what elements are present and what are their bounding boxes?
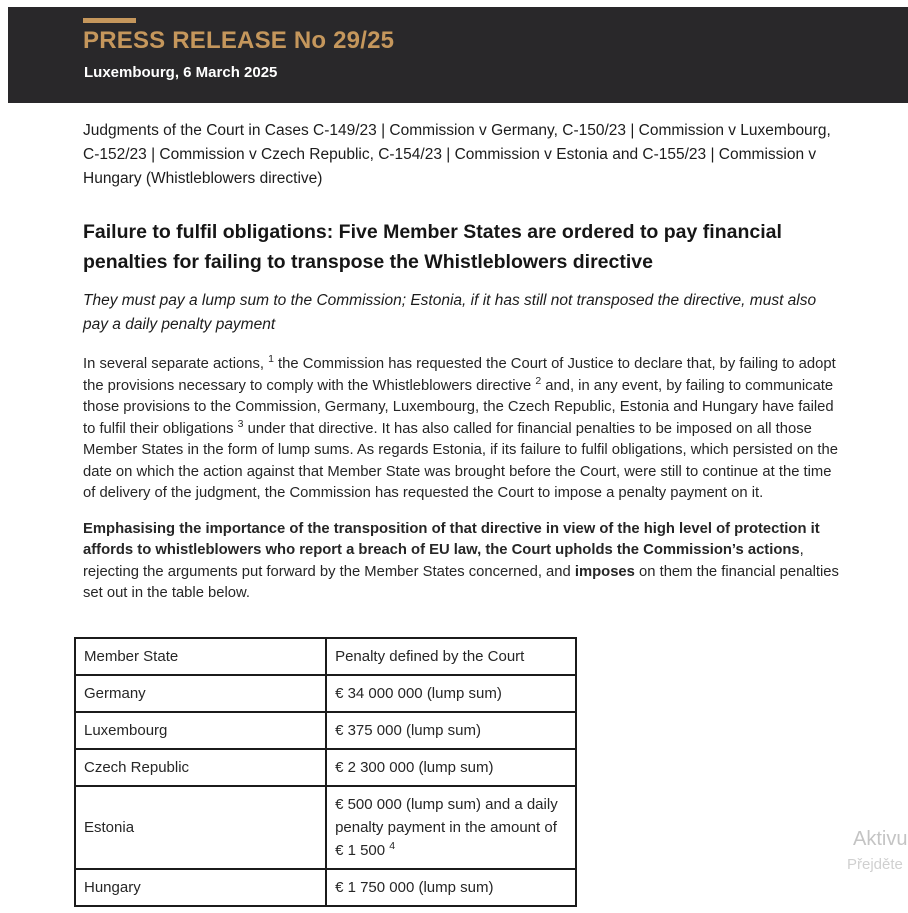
text-segment: € 34 000 000 (lump sum) [335,684,502,702]
windows-activation-watermark-line2: Přejděte [847,856,903,873]
text-segment: , rejecting the arguments put forward by the Member States concerned, and [83,542,804,580]
member-state-cell: Estonia [75,786,326,869]
footnote-reference: 2 [535,374,542,387]
text-segment: under that directive. It has also called for financial penalties to be imposed on all those Member States in the form of lump sums. As regards Estonia, if its failure to fulfil obligations, which persisted on the date on which the action against that Member State was brought before the Court, were still to continue at the time of delivery of the judgment, the Commission has requested the Court to impose a penalty payment on it. [83,420,838,501]
text-segment: € 2 300 000 (lump sum) [335,758,494,776]
text-segment: € 1 750 000 (lump sum) [335,878,494,896]
penalty-cell [326,786,576,869]
text-segment: the Commission has requested the Court of Justice to declare that, by failing to adopt the provisions necessary to comply with the Whistleblowers directive [83,356,836,394]
footnote-reference: 4 [389,839,396,852]
table-row [75,749,576,786]
penalties-table-body [75,675,576,906]
headline: Failure to fulfil obligations: Five Member States are ordered to pay financial penalties for failing to transpose the Whistleblowers directive [83,221,782,273]
case-reference-line: Judgments of the Court in Cases C-149/23 | Commission v Germany, C-150/23 | Commission v Luxembourg, C-152/23 | Commission v Czech Republic, C-154/23 | Commission v Estonia and C-155/23 | Commission v Hungary (Whistleblowers directive) [83,122,831,187]
table-row [75,712,576,749]
text-segment: In several separate actions, [83,356,269,372]
text-segment: € 500 000 (lump sum) and a daily penalty payment in the amount of € 1 500 [335,795,558,859]
text-segment: Emphasising the importance of the transposition of that directive in view of the high level of protection it affords to whistleblowers who report a breach of EU law, the Court upholds the Commission’s actions [83,520,820,558]
press-release-location-date: Luxembourg, 6 March 2025 [84,64,278,81]
member-state-cell: Luxembourg [75,712,326,749]
member-state-cell: Czech Republic [75,749,326,786]
text-segment: € 375 000 (lump sum) [335,721,481,739]
footnote-reference: 1 [268,353,274,366]
penalty-header: Penalty defined by the Court [326,638,576,675]
penalty-cell [326,712,576,749]
member-state-cell: Germany [75,675,326,712]
table-row [75,786,576,869]
paragraph-actions [83,354,845,505]
table-header-row [75,638,576,675]
press-release-header-bar [8,7,908,103]
footnote-reference: 3 [237,417,244,430]
member-state-cell: Hungary [75,869,326,906]
penalty-cell [326,869,576,906]
windows-activation-watermark-line1: Aktivu [853,828,908,850]
table-row [75,675,576,712]
document-body [83,103,845,907]
table-row [75,869,576,906]
accent-line [83,18,136,23]
member-state-header: Member State [75,638,326,675]
penalties-table [74,637,577,907]
text-segment: and, in any event, by failing to communicate those provisions to the Commission, Germany, Luxembourg, the Czech Republic, Estonia and Hungary have failed to fulfil their obligations [83,377,834,437]
paragraph-ruling [83,519,845,605]
text-segment: imposes [574,563,635,580]
penalty-cell [326,675,576,712]
text-segment: on them the financial penalties set out in the table below. [83,563,839,601]
press-release-title: PRESS RELEASE No 29/25 [83,27,395,54]
subheadline: They must pay a lump sum to the Commission; Estonia, if it has still not transposed the directive, must also pay a daily penalty payment [83,292,817,333]
penalty-cell [326,749,576,786]
